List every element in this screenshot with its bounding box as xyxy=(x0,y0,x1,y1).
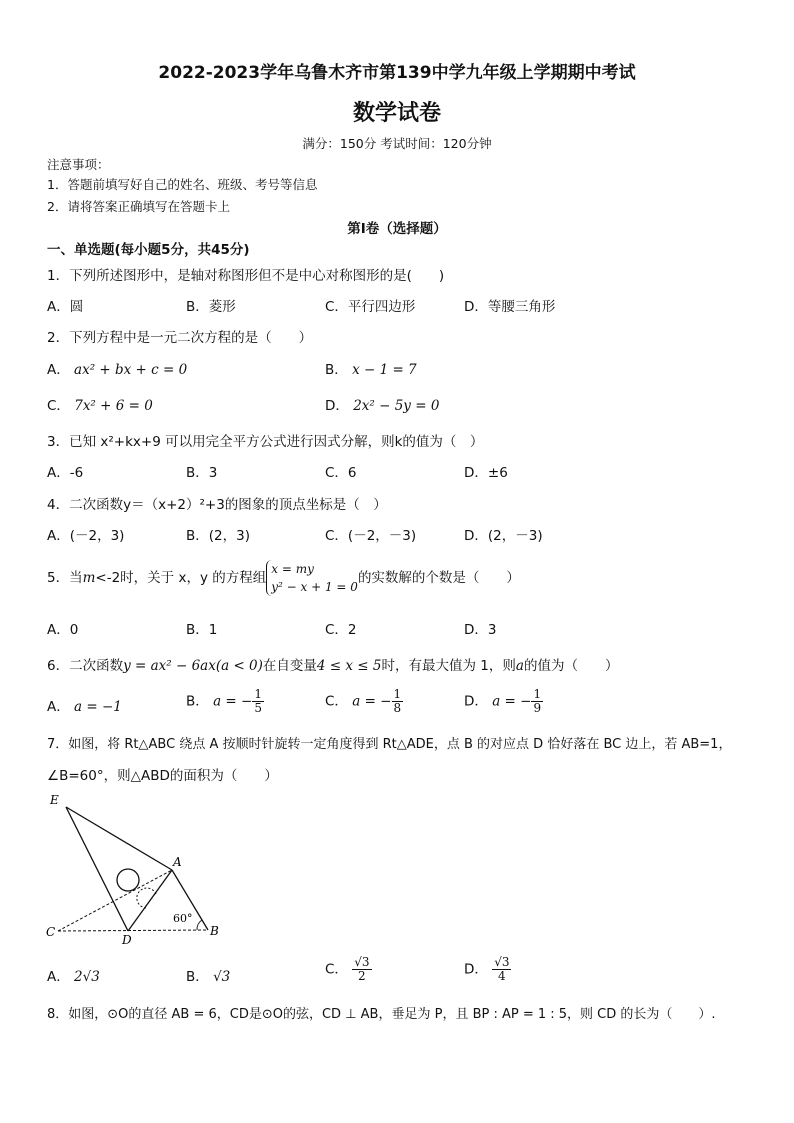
q5-option-c: C．2 xyxy=(325,622,357,638)
segment-AD xyxy=(128,870,172,931)
q7-option-d: D． $\frac{√3}{4}$ xyxy=(464,955,510,984)
question-7-stem-line1: 7．如图，将 Rt△ABC 绕点 A 按顺时针旋转一定角度得到 Rt△ADE，点 B 的对应点 D 恰好落在 BC 边上，若 AB=1， xyxy=(47,737,732,752)
q3-option-b: B．3 xyxy=(186,465,218,481)
q4-option-c: C．(－2，－3) xyxy=(325,528,417,544)
q1-option-b: B．菱形 xyxy=(186,299,236,315)
question-2-stem: 2．下列方程中是一元二次方程的是（ ） xyxy=(47,330,313,346)
equation-system: x = my y² − x + 1 = 0 xyxy=(266,560,358,596)
segment-CB xyxy=(58,930,208,931)
q4-option-b: B．(2，3) xyxy=(186,528,250,544)
q7-option-b: B． √3 xyxy=(186,969,231,985)
q6-option-b: B． a = − $\frac{1}{5}$ xyxy=(186,687,262,716)
q1-option-c: C．平行四边形 xyxy=(325,299,416,315)
q1-option-a: A．圆 xyxy=(47,299,84,315)
section-title: 一、单选题(每小题5分，共45分) xyxy=(47,242,250,258)
q2-option-d: D． 2x² − 5y = 0 xyxy=(325,398,440,414)
label-B: B xyxy=(210,924,219,938)
question-6-stem: 6．二次函数y = ax² − 6ax(a < 0)在自变量4 ≤ x ≤ 5时，有最大值为 1，则a的值为（ ） xyxy=(47,658,619,674)
part-title: 第I卷（选择题） xyxy=(347,221,447,237)
q5-option-b: B．1 xyxy=(186,622,218,638)
label-D: D xyxy=(122,933,132,947)
exam-meta: 满分：150分 考试时间：120分钟 xyxy=(302,136,492,151)
label-angle-60: 60° xyxy=(173,912,193,925)
q3-option-a: A．-6 xyxy=(47,465,84,481)
q2-option-b: B． x − 1 = 7 xyxy=(325,362,417,378)
q3-option-d: D．±6 xyxy=(464,465,508,481)
notes-item-1: 1．答题前填写好自己的姓名、班级、考号等信息 xyxy=(47,177,318,192)
q4-option-a: A．(－2，3) xyxy=(47,528,125,544)
q6-option-a: A． a = −1 xyxy=(47,699,122,715)
angle-arc-B xyxy=(197,920,202,930)
question-8-stem: 8．如图，⊙O的直径 AB = 6，CD是⊙O的弦，CD ⊥ AB，垂足为 P，且 BP : AP = 1 : 5，则 CD 的长为（ ）. xyxy=(47,1007,716,1022)
exam-subject: 数学试卷 xyxy=(352,100,441,126)
notes-heading: 注意事项： xyxy=(47,157,110,172)
question-7-stem-line2: ∠B=60°，则△ABD的面积为（ ） xyxy=(47,768,278,784)
question-5-stem: 5．当m<-2时，关于 x，y 的方程组 x = my y² − x + 1 = 0 的实数解的个数是（ ） xyxy=(47,562,520,594)
q2-option-c: C． 7x² + 6 = 0 xyxy=(47,398,153,414)
q2-option-a: A． ax² + bx + c = 0 xyxy=(47,362,188,378)
label-C: C xyxy=(46,925,56,939)
question-4-stem: 4．二次函数y＝（x+2）²+3的图象的顶点坐标是（ ） xyxy=(47,497,387,513)
exam-title: 2022-2023学年乌鲁木齐市第139中学九年级上学期期中考试 xyxy=(158,63,636,83)
q3-option-c: C．6 xyxy=(325,465,357,481)
label-A: A xyxy=(173,855,182,869)
q1-option-d: D．等腰三角形 xyxy=(464,299,556,315)
q7-option-a: A． 2√3 xyxy=(47,969,100,985)
question-3-stem: 3．已知 x²+kx+9 可以用完全平方公式进行因式分解，则k的值为（ ） xyxy=(47,434,484,450)
question-1-stem: 1．下列所述图形中，是轴对称图形但不是中心对称图形的是( ) xyxy=(47,268,445,284)
notes-item-2: 2．请将答案正确填写在答题卡上 xyxy=(47,199,230,214)
q6-option-d: D． a = − $\frac{1}{9}$ xyxy=(464,687,542,716)
q7-option-c: C． $\frac{√3}{2}$ xyxy=(325,955,370,984)
q6-option-c: C． a = − $\frac{1}{8}$ xyxy=(325,687,402,716)
q5-option-d: D．3 xyxy=(464,622,497,638)
q4-option-d: D．(2，－3) xyxy=(464,528,543,544)
inscribed-circle xyxy=(117,869,139,891)
label-E: E xyxy=(50,793,59,807)
q5-option-a: A．0 xyxy=(47,622,79,638)
segment-CA xyxy=(58,870,172,931)
q7-figure xyxy=(40,790,230,950)
